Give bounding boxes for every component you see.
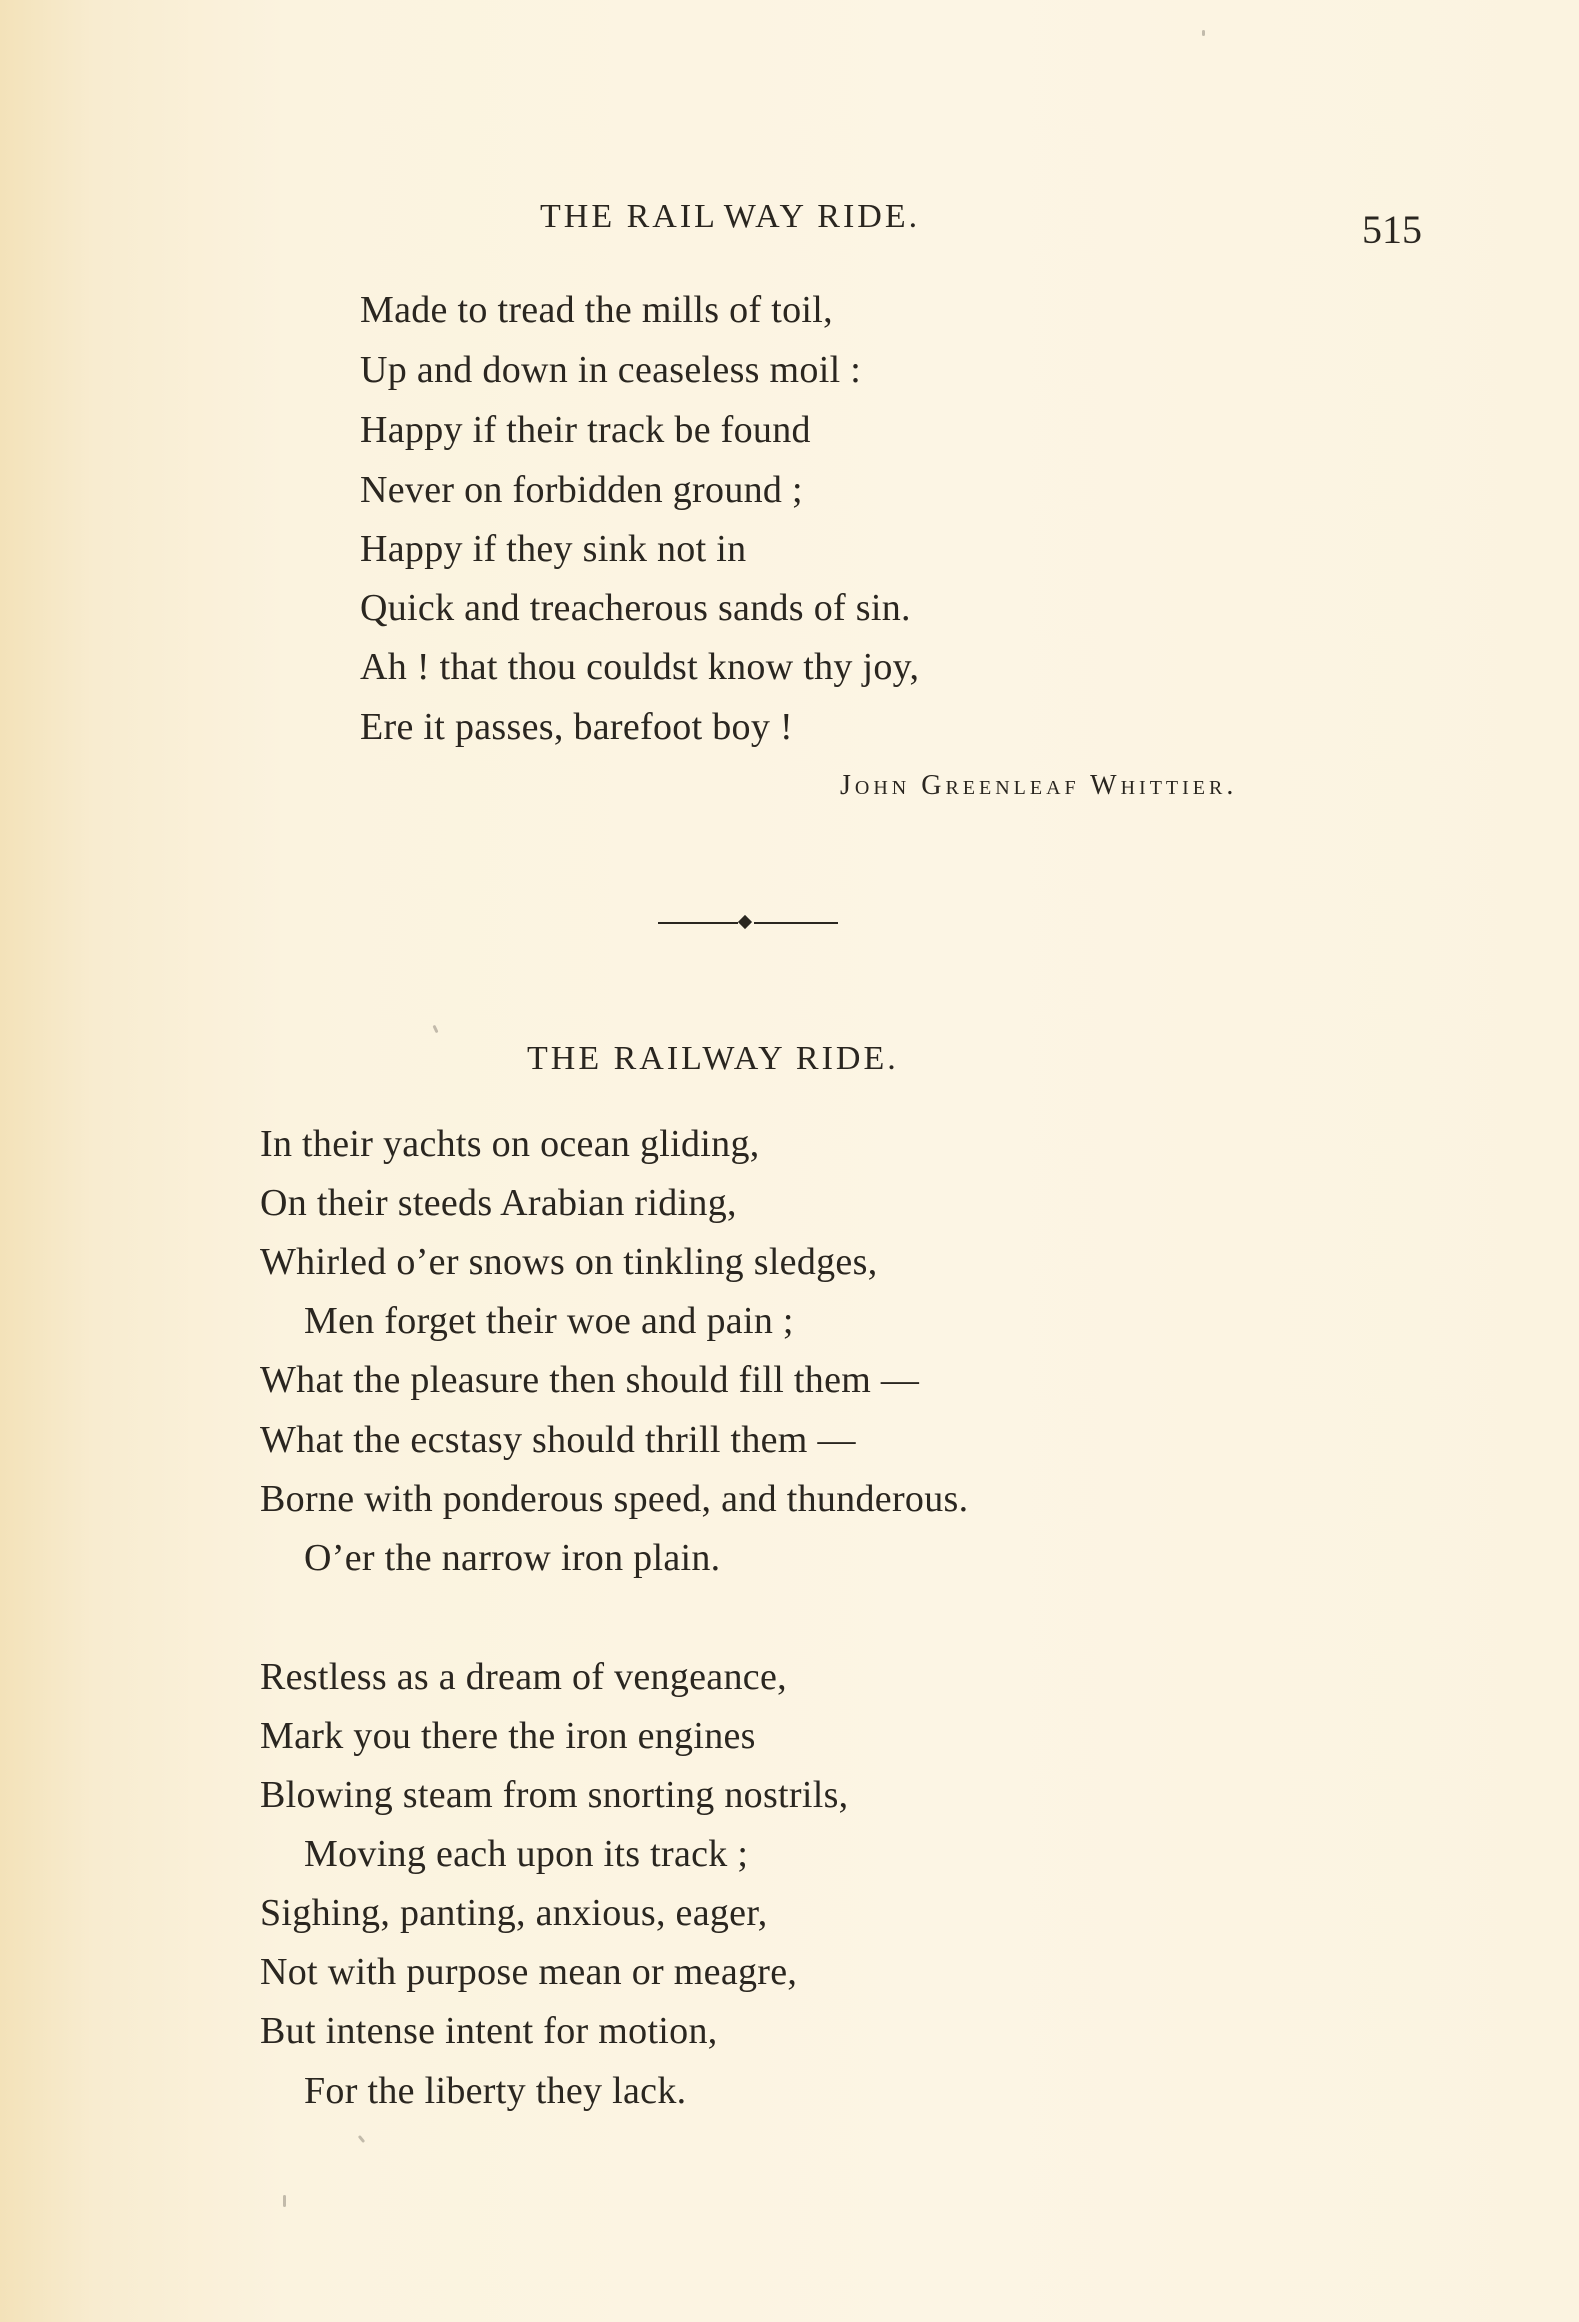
verse-line: What the pleasure then should fill them — [260,1359,920,1401]
poem-title: THE RAILWAY RIDE. [527,1040,899,1077]
verse-line: Moving each upon its track ; [304,1833,749,1875]
verse-line: For the liberty they lack. [304,2070,687,2112]
verse-line: Men forget their woe and pain ; [304,1300,794,1342]
verse-line: On their steeds Arabian riding, [260,1182,737,1224]
paper-speck [283,2195,286,2207]
verse-line: Quick and treacherous sands of sin. [360,587,911,629]
section-divider-ornament [658,921,838,925]
verse-line: O’er the narrow iron plain. [304,1537,721,1579]
verse-line: Happy if their track be found [360,409,811,451]
paper-speck [358,2135,365,2143]
verse-line: Blowing steam from snorting nostrils, [260,1774,849,1816]
verse-line: What the ecstasy should thrill them — [260,1419,856,1461]
verse-line: In their yachts on ocean gliding, [260,1123,760,1165]
verse-line: Restless as a dream of vengeance, [260,1656,787,1698]
verse-line: Ah ! that thou couldst know thy joy, [360,646,920,688]
verse-line: Sighing, panting, anxious, eager, [260,1892,768,1934]
verse-line: Not with purpose mean or meagre, [260,1951,798,1993]
running-header-title: THE RAIL WAY RIDE. [540,198,921,235]
verse-line: Ere it passes, barefoot boy ! [360,706,793,748]
verse-line: Mark you there the iron engines [260,1715,756,1757]
verse-line: Happy if they sink not in [360,528,747,570]
paper-speck [432,1025,438,1034]
verse-line: Up and down in ceaseless moil : [360,349,862,391]
verse-line: Never on forbidden ground ; [360,469,803,511]
verse-line: Whirled o’er snows on tinkling sledges, [260,1241,878,1283]
paper-speck [1202,30,1205,36]
verse-line: Borne with ponderous speed, and thunderous. [260,1478,969,1520]
author-attribution: John Greenleaf Whittier. [840,770,1238,801]
page-number: 515 [1362,207,1422,252]
verse-line: But intense intent for motion, [260,2010,718,2052]
verse-line: Made to tread the mills of toil, [360,289,833,331]
